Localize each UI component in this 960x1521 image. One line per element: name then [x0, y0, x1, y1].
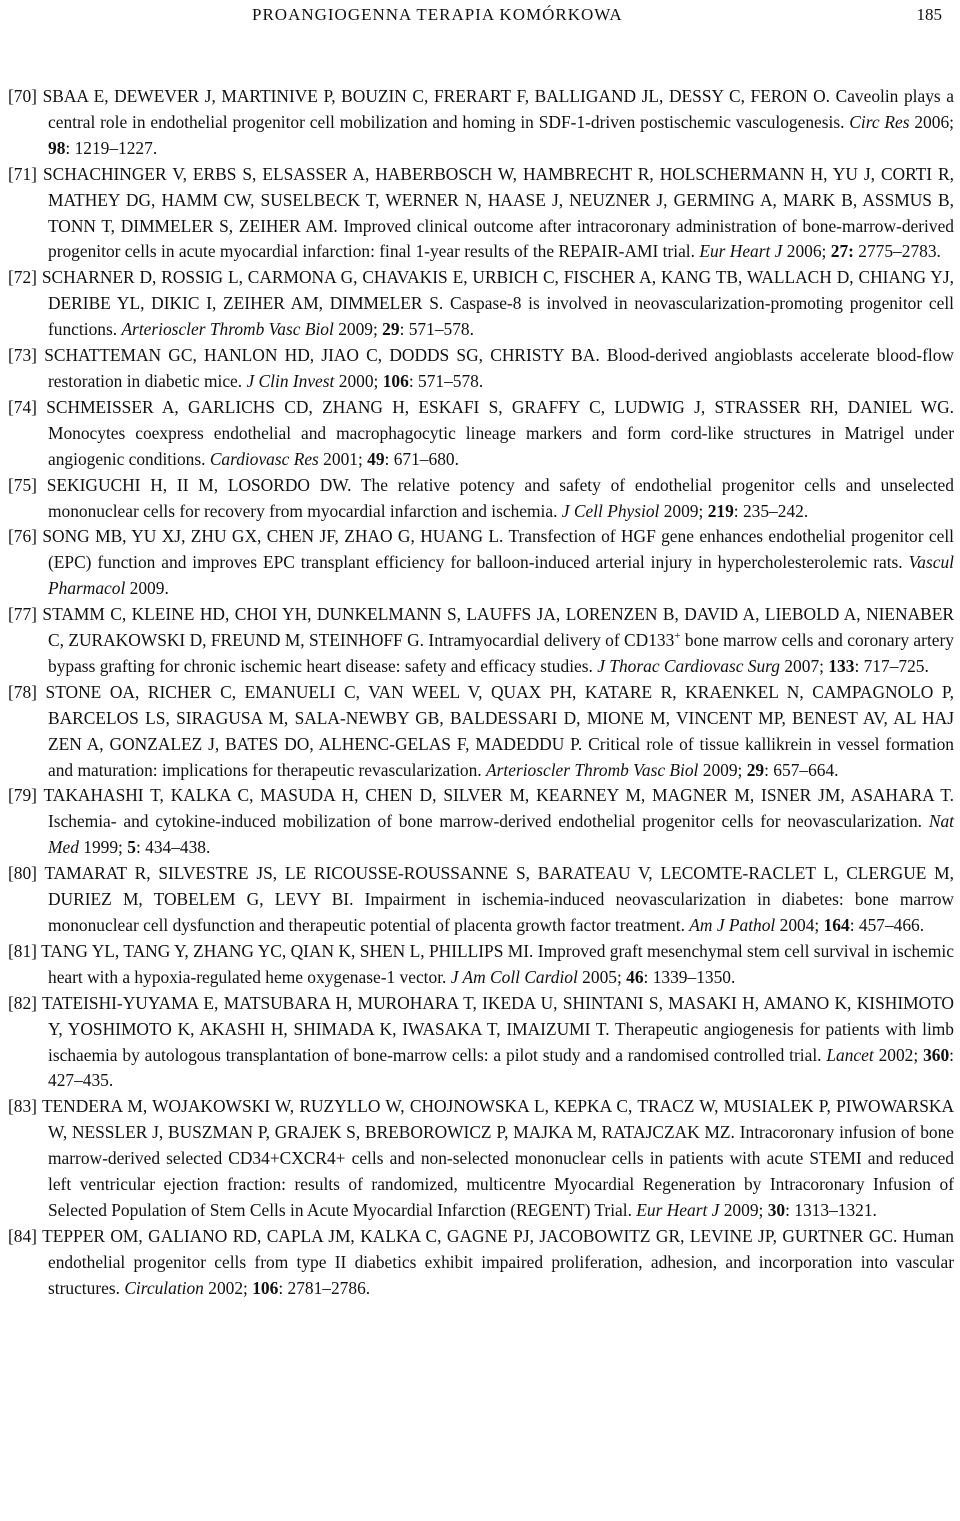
reference-83: [8, 1094, 954, 1224]
reference-journal: Eur Heart J: [699, 241, 783, 262]
reference-year: 2002;: [208, 1277, 248, 1298]
reference-year: 2009.: [129, 578, 169, 599]
reference-journal: Cardiovasc Res: [209, 448, 319, 469]
running-title: PROANGIOGENNA TERAPIA KOMÓRKOWA: [252, 5, 623, 24]
reference-journal: Circ Res: [849, 111, 910, 132]
reference-80: [8, 861, 954, 939]
reference-pages: : 717–725.: [854, 655, 929, 676]
reference-pages: : 1313–1321.: [785, 1199, 877, 1220]
reference-journal: Lancet: [826, 1044, 874, 1065]
reference-volume: 219: [707, 500, 734, 521]
reference-journal: J Cell Physiol: [561, 500, 660, 521]
reference-number: [82]: [8, 992, 37, 1013]
reference-title: Transfection of HGF gene enhances endothelial progenitor cell (EPC) function and improves EPC transplant efficiency for balloon-induced arterial injury in hypercholesterolemic rats.: [48, 526, 954, 573]
reference-pages: : 457–466.: [849, 915, 925, 935]
reference-title: Caspase-8 is involved in neovascularization-promoting progenitor cell functions.: [48, 293, 954, 340]
reference-journal: Arterioscler Thromb Vasc Biol: [486, 759, 699, 780]
reference-authors: STAMM C, KLEINE HD, CHOI YH, DUNKELMANN S, LAUFFS JA, LORENZEN B, DAVID A, LIEBOLD A, NIENABER C, ZURAKOWSKI D, FREUND M, STEINHOFF G.: [42, 604, 954, 651]
reference-number: [74]: [8, 396, 37, 417]
reference-title: Monocytes coexpress endothelial and macrophagocytic lineage markers and form cord-like structures in Matrigel under angiogenic conditions.: [48, 422, 954, 469]
reference-journal: J Am Coll Cardiol: [450, 966, 578, 987]
superscript-plus: +: [674, 630, 681, 643]
reference-year: 2006;: [914, 111, 954, 132]
reference-authors: SCHACHINGER V, ERBS S, ELSASSER A, HABERBOSCH W, HAMBRECHT R, HOLSCHERMANN H, YU J, CORTI R, MATHEY DG, HAMM CW, SUSELBECK T, WERNER N, HAASE J, NEUZNER J, GERMING A, MARK B, ASSMUS B, TONN T, DIMMELER S, ZEIHER AM.: [42, 163, 954, 236]
reference-82: [8, 991, 954, 1095]
reference-79: [8, 783, 954, 861]
reference-number: [70]: [8, 86, 37, 106]
reference-volume: 106: [252, 1277, 279, 1298]
reference-title: Intracoronary infusion of bone marrow-derived selected CD34+CXCR4+ cells and non-selected mononuclear cells in patients with acute STEMI and reduced left ventricular ejection fraction: results of randomized, multicentre Myocardial Regeneration by Intracoronary Infusion of Selected Population of Stem Cells in Acute Myocardial Infarction (REGENT) Trial.: [48, 1122, 954, 1220]
reference-title: The relative potency and safety of endothelial progenitor cells and unselected mononuclear cells for recovery from myocardial infarction and ischemia.: [48, 474, 954, 521]
reference-list: [8, 84, 954, 1302]
reference-84: [8, 1224, 954, 1302]
reference-number: [83]: [8, 1096, 37, 1117]
reference-year: 2007;: [784, 655, 824, 676]
reference-75: [8, 473, 954, 525]
reference-year: 2002;: [878, 1044, 919, 1065]
reference-title: Caveolin plays a central role in endothelial progenitor cell mobilization and homing in SDF-1-driven postischemic vasculogenesis.: [48, 86, 954, 132]
reference-pages: : 571–578.: [408, 370, 484, 391]
reference-volume: 5: [127, 837, 136, 858]
reference-pages: : 1219–1227.: [65, 137, 158, 158]
reference-authors: TATEISHI-YUYAMA E, MATSUBARA H, MUROHARA T, IKEDA U, SHINTANI S, MASAKI H, AMANO K, KISHIMOTO Y, YOSHIMOTO K, AKASHI H, SHIMADA K, IWASAKA T, IMAIZUMI T.: [42, 992, 954, 1039]
reference-title-continued: bone marrow cells and coronary artery bypass grafting for chronic ischemic heart disease: safety and efficacy studies.: [48, 630, 954, 676]
reference-number: [71]: [8, 163, 37, 184]
reference-journal: Arterioscler Thromb Vasc Biol: [121, 319, 334, 340]
reference-journal: Vascul Pharmacol: [48, 552, 954, 599]
reference-authors: TANG YL, TANG Y, ZHANG YC, QIAN K, SHEN L, PHILLIPS MI.: [41, 940, 534, 961]
reference-73: [8, 343, 954, 395]
reference-number: [80]: [8, 863, 37, 884]
reference-year: 2006;: [786, 241, 827, 262]
reference-authors: SCHMEISSER A, GARLICHS CD, ZHANG H, ESKAFI S, GRAFFY C, LUDWIG J, STRASSER RH, DANIEL WG.: [46, 396, 954, 417]
reference-pages: : 571–578.: [399, 319, 474, 340]
reference-authors: TAMARAT R, SILVESTRE JS, LE RICOUSSE-ROUSSANNE S, BARATEAU V, LECOMTE-RACLET L, CLERGUE M, DURIEZ M, TOBELEM G, LEVY BI.: [44, 863, 954, 910]
running-header: [0, 5, 960, 27]
reference-volume: 29: [746, 759, 765, 780]
reference-year: 2009;: [723, 1199, 764, 1220]
reference-title: Ischemia- and cytokine-induced mobilization of bone marrow-derived endothelial progenitor cells for neovascularization.: [48, 811, 923, 832]
reference-authors: STONE OA, RICHER C, EMANUELI C, VAN WEEL V, QUAX PH, KATARE R, KRAENKEL N, CAMPAGNOLO P, BARCELOS LS, SIRAGUSA M, SALA-NEWBY GB, BALDESSARI D, MIONE M, VINCENT MP, BENEST AV, AL HAJ ZEN A, GONZALEZ J, BATES DO, ALHENC-GELAS F, MADEDDU P.: [45, 681, 954, 754]
reference-volume: 133: [828, 655, 855, 676]
reference-71: [8, 162, 954, 266]
reference-title: Human endothelial progenitor cells from type II diabetics exhibit impaired proliferation, adhesion, and incorporation into vascular structures.: [48, 1225, 954, 1298]
reference-81: [8, 939, 954, 991]
reference-year: 2001;: [323, 448, 363, 469]
reference-title: Therapeutic angiogenesis for patients with limb ischaemia by autologous transplantation of bone-marrow cells: a pilot study and a randomised controlled trial.: [48, 1018, 954, 1065]
reference-year: 2009;: [338, 319, 378, 340]
reference-journal: J Thorac Cardiovasc Surg: [597, 655, 780, 676]
reference-volume: 360: [923, 1044, 950, 1065]
reference-pages: : 2781–2786.: [278, 1277, 371, 1298]
reference-76: [8, 524, 954, 602]
reference-authors: TAKAHASHI T, KALKA C, MASUDA H, CHEN D, SILVER M, KEARNEY M, MAGNER M, ISNER JM, ASAHARA T.: [43, 785, 954, 806]
reference-number: [77]: [8, 604, 37, 625]
reference-year: 2009;: [702, 759, 743, 780]
reference-year: 2009;: [663, 500, 704, 521]
reference-authors: SEKIGUCHI H, II M, LOSORDO DW.: [46, 474, 352, 495]
reference-journal: J Clin Invest: [246, 370, 335, 391]
reference-journal: Am J Pathol: [689, 915, 776, 935]
reference-authors: SBAA E, DEWEVER J, MARTINIVE P, BOUZIN C, FRERART F, BALLIGAND JL, DESSY C, FERON O.: [42, 86, 831, 106]
reference-number: [84]: [8, 1225, 37, 1246]
reference-volume: 106: [382, 370, 409, 391]
reference-74: [8, 395, 954, 473]
reference-pages: : 657–664.: [764, 759, 839, 780]
reference-number: [72]: [8, 267, 37, 288]
reference-pages: : 1339–1350.: [643, 966, 736, 987]
reference-volume: 27:: [830, 241, 854, 262]
reference-72: [8, 265, 954, 343]
reference-year: 2004;: [779, 915, 820, 935]
reference-78: [8, 680, 954, 784]
reference-volume: 29: [382, 319, 400, 340]
reference-title: Critical role of tissue kallikrein in vessel formation and maturation: implications for therapeutic revascularization.: [48, 733, 954, 780]
reference-authors: SCHARNER D, ROSSIG L, CARMONA G, CHAVAKIS E, URBICH C, FISCHER A, KANG TB, WALLACH D, CHIANG YJ, DERIBE YL, DIKIC I, ZEIHER AM, DIMMELER S.: [41, 267, 954, 314]
reference-volume: 164: [823, 915, 850, 935]
reference-journal: Circulation: [124, 1277, 204, 1298]
reference-authors: TEPPER OM, GALIANO RD, CAPLA JM, KALKA C, GAGNE PJ, JACOBOWITZ GR, LEVINE JP, GURTNER GC.: [42, 1225, 898, 1246]
reference-journal: Eur Heart J: [636, 1199, 720, 1220]
reference-year: 2000;: [338, 370, 379, 391]
reference-volume: 30: [767, 1199, 786, 1220]
reference-title: Intramyocardial delivery of CD133: [428, 630, 675, 651]
page-number: 185: [916, 5, 942, 24]
reference-authors: SCHATTEMAN GC, HANLON HD, JIAO C, DODDS SG, CHRISTY BA.: [44, 345, 600, 366]
reference-number: [78]: [8, 681, 37, 702]
reference-year: 2005;: [582, 966, 622, 987]
reference-number: [79]: [8, 785, 37, 806]
reference-number: [75]: [8, 474, 37, 495]
reference-pages: : 235–242.: [733, 500, 809, 521]
reference-year: 1999;: [83, 837, 123, 858]
reference-volume: 98: [48, 137, 66, 158]
reference-title: Improved graft mesenchymal stem cell survival in ischemic heart with a hypoxia-regulated heme oxygenase-1 vector.: [48, 940, 954, 987]
reference-pages: : 671–680.: [384, 448, 459, 469]
reference-70: [8, 84, 954, 162]
reference-journal: Nat Med: [48, 811, 954, 858]
reference-title: Blood-derived angioblasts accelerate blood-flow restoration in diabetic mice.: [48, 345, 954, 391]
reference-title: Improved clinical outcome after intracoronary administration of bone-marrow-derived progenitor cells in acute myocardial infarction: final 1-year results of the REPAIR-AMI trial.: [48, 215, 954, 262]
reference-number: [73]: [8, 345, 37, 366]
reference-title: Impairment in ischemia-induced neovascularization in diabetes: bone marrow mononuclear cell dysfunction and therapeutic potential of placenta growth factor treatment.: [48, 889, 954, 935]
reference-authors: SONG MB, YU XJ, ZHU GX, CHEN JF, ZHAO G, HUANG L.: [42, 526, 504, 547]
reference-authors: TENDERA M, WOJAKOWSKI W, RUZYLLO W, CHOJNOWSKA L, KEPKA C, TRACZ W, MUSIALEK P, PIWOWARSKA W, NESSLER J, BUSZMAN P, GRAJEK S, BREBOROWICZ P, MAJKA M, RATAJCZAK MZ.: [41, 1096, 954, 1143]
reference-number: [81]: [8, 940, 37, 961]
reference-volume: 49: [367, 448, 385, 469]
reference-77: [8, 602, 954, 680]
reference-pages: : 427–435.: [48, 1044, 954, 1091]
reference-pages: 2775–2783.: [853, 241, 941, 262]
reference-pages: : 434–438.: [135, 837, 211, 858]
reference-volume: 46: [626, 966, 644, 987]
reference-number: [76]: [8, 526, 37, 547]
